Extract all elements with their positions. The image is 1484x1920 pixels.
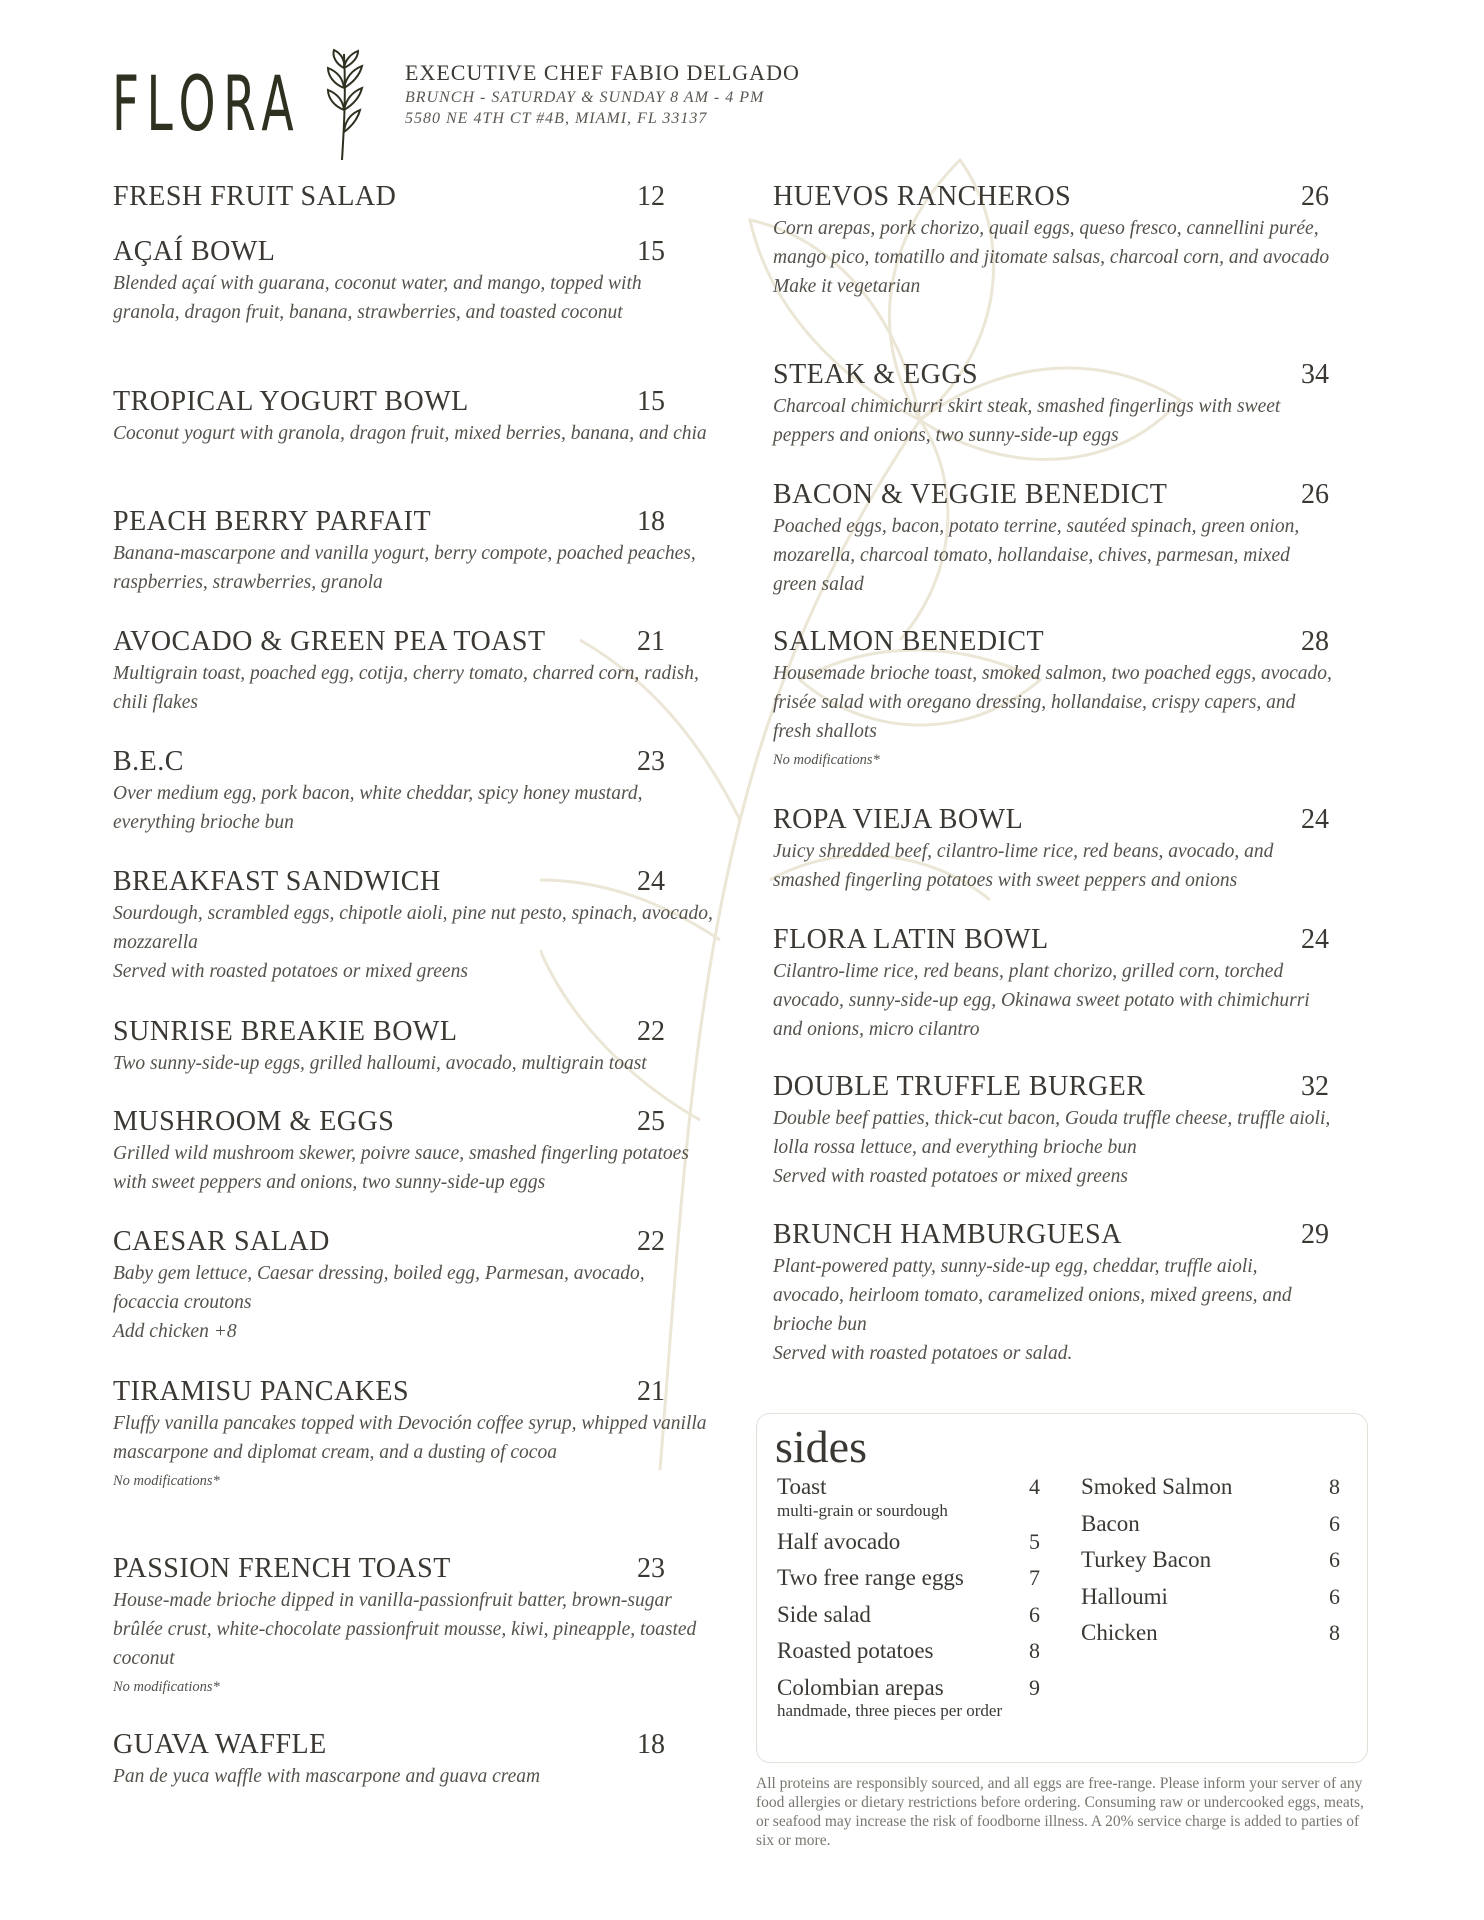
menu-item-price: 34	[1301, 359, 1329, 390]
side-item-name: Half avocado	[777, 1528, 901, 1554]
menu-item-description: Two sunny-side-up eggs, grilled halloumi, avocado, multigrain toast	[113, 1053, 647, 1074]
menu-item-name: BRUNCH HAMBURGUESA	[773, 1219, 1122, 1250]
menu-item-price: 21	[637, 1376, 665, 1407]
side-item-name: Side salad	[777, 1601, 871, 1627]
sides-column-left	[777, 1474, 1049, 1729]
menu-item-description: Fluffy vanilla pancakes topped with Devoción coffee syrup, whipped vanilla mascarpone and diplomat cream, and a dusting of cocoa	[113, 1413, 707, 1463]
side-item-name: Halloumi	[1081, 1583, 1168, 1609]
menu-item-description: Pan de yuca waffle with mascarpone and guava cream	[113, 1766, 541, 1787]
menu-item-name: B.E.C	[113, 746, 184, 777]
menu-item-description: Corn arepas, pork chorizo, quail eggs, queso fresco, cannellini purée, mango pico, tomatillo and jitomate salsas, charcoal corn, and avocado	[773, 218, 1330, 268]
menu-item-description: Coconut yogurt with granola, dragon fruit, mixed berries, banana, and chia	[113, 423, 707, 444]
side-item	[777, 1474, 1049, 1511]
side-item	[1081, 1511, 1353, 1548]
side-item-price: 5	[1029, 1528, 1040, 1554]
leaf-icon	[320, 48, 370, 160]
side-item-price: 8	[1329, 1620, 1340, 1645]
menu-item-price: 18	[637, 506, 665, 537]
side-item	[1081, 1620, 1353, 1657]
side-item	[1081, 1474, 1353, 1511]
menu-item-name: STEAK & EGGS	[773, 359, 979, 390]
logo-wordmark: FLORA	[112, 59, 302, 148]
menu-item-name: BREAKFAST SANDWICH	[113, 866, 441, 897]
side-item-price: 9	[1029, 1674, 1040, 1700]
menu-item	[773, 923, 1333, 1044]
menu-item	[773, 358, 1333, 450]
menu-item	[113, 1225, 713, 1346]
menu-item	[773, 1218, 1333, 1368]
side-item-name: Toast	[777, 1474, 827, 1499]
menu-item-price: 25	[637, 1106, 665, 1137]
menu-item-name: ROPA VIEJA BOWL	[773, 804, 1024, 835]
menu-item-price: 28	[1301, 626, 1329, 657]
menu-item-price: 26	[1301, 181, 1329, 212]
side-item-price: 6	[1329, 1547, 1340, 1572]
menu-item-price: 23	[637, 746, 665, 777]
menu-item-price: 24	[1301, 924, 1329, 955]
side-item-name: Roasted potatoes	[777, 1638, 934, 1663]
menu-item	[773, 478, 1333, 599]
side-item	[777, 1529, 1049, 1566]
side-item-name: Bacon	[1081, 1510, 1140, 1536]
side-item-name: Colombian arepas	[777, 1674, 944, 1700]
menu-item	[113, 865, 713, 986]
side-item-price: 6	[1329, 1510, 1340, 1536]
menu-item	[113, 1728, 713, 1791]
sides-column-right	[1081, 1474, 1353, 1657]
restaurant-header	[405, 60, 1105, 128]
menu-item-price: 32	[1301, 1071, 1329, 1102]
menu-item-note: No modifications*	[773, 752, 880, 768]
menu-item	[773, 625, 1333, 772]
side-item	[1081, 1584, 1353, 1621]
menu-item-name: AVOCADO & GREEN PEA TOAST	[113, 626, 546, 657]
menu-item-name: HUEVOS RANCHEROS	[773, 181, 1072, 212]
menu-item-name: PEACH BERRY PARFAIT	[113, 506, 432, 537]
menu-item-name: BACON & VEGGIE BENEDICT	[773, 479, 1168, 510]
side-item-name: Turkey Bacon	[1081, 1547, 1212, 1572]
menu-item-price: 22	[637, 1016, 665, 1047]
side-item	[777, 1602, 1049, 1639]
menu-item-name: SALMON BENEDICT	[773, 626, 1045, 657]
side-item-price: 8	[1329, 1474, 1340, 1499]
menu-item-price: 21	[637, 626, 665, 657]
menu-item-name: TIRAMISU PANCAKES	[113, 1376, 410, 1407]
menu-item-description: Baby gem lettuce, Caesar dressing, boiled egg, Parmesan, avocado, focaccia croutons	[113, 1263, 645, 1313]
menu-item	[113, 385, 713, 448]
menu-item	[113, 1552, 713, 1699]
menu-item-price: 29	[1301, 1219, 1329, 1250]
side-item	[1081, 1547, 1353, 1584]
side-item-name: Smoked Salmon	[1081, 1474, 1233, 1499]
menu-item-name: AÇAÍ BOWL	[113, 236, 276, 267]
menu-item-price: 24	[1301, 804, 1329, 835]
menu-item-name: MUSHROOM & EGGS	[113, 1106, 395, 1137]
menu-item	[113, 1105, 713, 1197]
menu-item-name: FLORA LATIN BOWL	[773, 924, 1049, 955]
menu-item-description: Charcoal chimichurri skirt steak, smashed fingerlings with sweet peppers and onions, two sunny-side-up eggs	[773, 396, 1281, 446]
menu-item	[773, 1070, 1333, 1191]
menu-item-name: PASSION FRENCH TOAST	[113, 1553, 451, 1584]
menu-item-description: Sourdough, scrambled eggs, chipotle aioli, pine nut pesto, spinach, avocado, mozzarella	[113, 903, 713, 953]
menu-item-name: SUNRISE BREAKIE BOWL	[113, 1016, 458, 1047]
menu-item-note: No modifications*	[113, 1473, 220, 1489]
chef-name: EXECUTIVE CHEF FABIO DELGADO	[405, 60, 800, 85]
menu-item-name: CAESAR SALAD	[113, 1226, 330, 1257]
menu-item	[773, 803, 1333, 895]
sides-panel	[756, 1413, 1368, 1763]
menu-item-price: 26	[1301, 479, 1329, 510]
menu-item-description: Cilantro-lime rice, red beans, plant chorizo, grilled corn, torched avocado, sunny-side-up egg, Okinawa sweet potato with chimichurri and onions, micro cilantro	[773, 961, 1310, 1040]
side-item-price: 4	[1029, 1474, 1040, 1499]
menu-item	[113, 505, 713, 597]
menu-item-name: GUAVA WAFFLE	[113, 1729, 327, 1760]
menu-item	[773, 180, 1333, 301]
menu-item-extra-line: Served with roasted potatoes or salad.	[773, 1343, 1073, 1364]
menu-item-name: DOUBLE TRUFFLE BURGER	[773, 1071, 1146, 1102]
menu-item-name: TROPICAL YOGURT BOWL	[113, 386, 469, 417]
menu-item-price: 12	[637, 181, 665, 212]
side-item-detail: handmade, three pieces per order	[777, 1701, 1003, 1720]
menu-item-extra-line: Served with roasted potatoes or mixed greens	[113, 961, 468, 982]
menu-item	[113, 180, 713, 214]
sides-title: sides	[775, 1421, 867, 1472]
menu-item-price: 22	[637, 1226, 665, 1257]
side-item-name: Chicken	[1081, 1620, 1158, 1645]
side-item	[777, 1675, 1049, 1712]
side-item-price: 6	[1329, 1583, 1340, 1609]
allergy-footnote: All proteins are responsibly sourced, and all eggs are free-range. Please inform your server of any food allergies or dietary restrictions before ordering. Consuming raw or undercooked eggs, meats, or seafood may increase the risk of foodborne illness. A 20% service charge is added to parties of six or more.	[756, 1775, 1364, 1849]
menu-item-description: Grilled wild mushroom skewer, poivre sauce, smashed fingerling potatoes with sweet peppers and onions, two sunny-side-up eggs	[113, 1143, 689, 1193]
menu-item	[113, 745, 713, 837]
side-item-price: 8	[1029, 1638, 1040, 1663]
menu-item-price: 24	[637, 866, 665, 897]
side-item-detail: multi-grain or sourdough	[777, 1500, 948, 1520]
side-item-price: 7	[1029, 1565, 1040, 1590]
menu-item-price: 23	[637, 1553, 665, 1584]
menu-item-description: Juicy shredded beef, cilantro-lime rice, red beans, avocado, and smashed fingerling potatoes with sweet peppers and onions	[773, 841, 1274, 891]
menu-item-note: No modifications*	[113, 1679, 220, 1695]
menu-item-description: Blended açaí with guarana, coconut water, and mango, topped with granola, dragon fruit, banana, strawberries, and toasted coconut	[113, 273, 642, 323]
menu-item-extra-line: Make it vegetarian	[773, 276, 921, 297]
menu-item-description: Banana-mascarpone and vanilla yogurt, berry compote, poached peaches, raspberries, strawberries, granola	[113, 543, 696, 593]
menu-item	[113, 235, 713, 327]
menu-item-price: 18	[637, 1729, 665, 1760]
brunch-hours: BRUNCH - SATURDAY & SUNDAY 8 AM - 4 PM	[405, 89, 765, 106]
menu-item-description: Housemade brioche toast, smoked salmon, two poached eggs, avocado, frisée salad with oregano dressing, hollandaise, crispy capers, and fresh shallots	[773, 663, 1332, 742]
menu-item	[113, 625, 713, 717]
menu-item-name: FRESH FRUIT SALAD	[113, 181, 397, 212]
menu-item-description: Double beef patties, thick-cut bacon, Gouda truffle cheese, truffle aioli, lolla rossa lettuce, and everything brioche bun	[773, 1108, 1331, 1158]
side-item	[777, 1565, 1049, 1602]
menu-item-description: Multigrain toast, poached egg, cotija, cherry tomato, charred corn, radish, chili flakes	[113, 663, 699, 713]
side-item-price: 6	[1029, 1601, 1040, 1627]
menu-item	[113, 1015, 713, 1078]
logo	[112, 48, 417, 160]
menu-item-description: Plant-powered patty, sunny-side-up egg, cheddar, truffle aioli, avocado, heirloom tomato, caramelized onions, mixed greens, and brioche bun	[773, 1256, 1292, 1335]
side-item	[777, 1638, 1049, 1675]
menu-item-extra-line: Add chicken +8	[113, 1321, 237, 1342]
side-item-name: Two free range eggs	[777, 1565, 964, 1590]
address: 5580 NE 4TH CT #4B, MIAMI, FL 33137	[405, 110, 708, 127]
menu-item-description: Poached eggs, bacon, potato terrine, sautéed spinach, green onion, mozarella, charcoal tomato, hollandaise, chives, parmesan, mixed green salad	[773, 516, 1300, 595]
menu-item-description: Over medium egg, pork bacon, white cheddar, spicy honey mustard, everything brioche bun	[113, 783, 643, 833]
menu-item	[113, 1375, 713, 1493]
menu-item-extra-line: Served with roasted potatoes or mixed greens	[773, 1166, 1128, 1187]
menu-item-description: House-made brioche dipped in vanilla-passionfruit batter, brown-sugar brûlée crust, white-chocolate passionfruit mousse, kiwi, pineapple, toasted coconut	[113, 1590, 697, 1669]
menu-item-price: 15	[637, 236, 665, 267]
menu-item-price: 15	[637, 386, 665, 417]
